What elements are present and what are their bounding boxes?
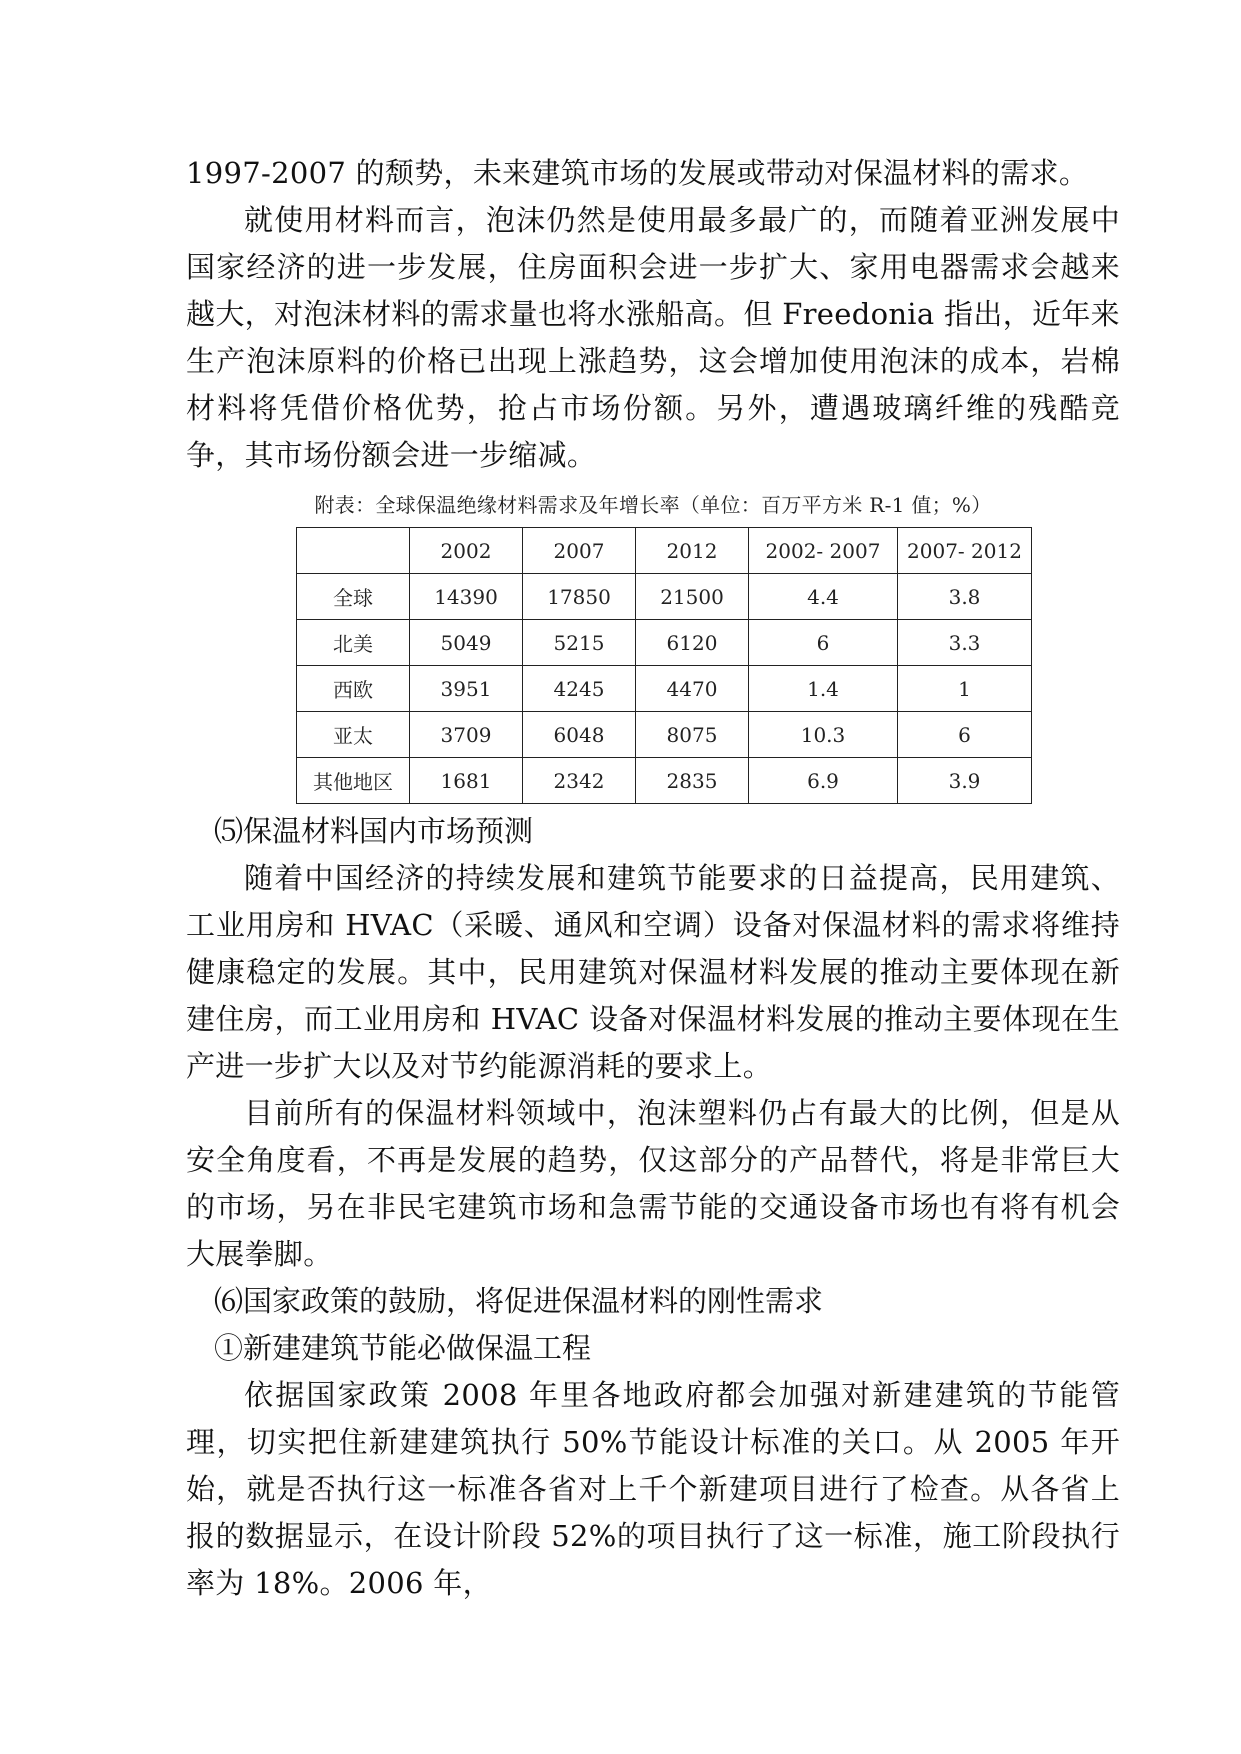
table-header-cell: 2007 [523,528,636,574]
table-header-cell [297,528,410,574]
paragraph-foam-plastics: 目前所有的保温材料领域中，泡沫塑料仍占有最大的比例，但是从安全角度看，不再是发展的趋势，仅这部分的产品替代，将是非常巨大的市场，另在非民宅建筑市场和急需节能的交通设备市场也有将有机会大展拳脚。 [186,1096,1120,1271]
table-cell: 2342 [523,758,636,804]
section-6-subheading: ①新建建筑节能必做保温工程 [214,1331,592,1365]
document-page [186,150,1120,1607]
table-cell: 6 [749,620,898,666]
table-cell: 4.4 [749,574,898,620]
table-cell: 5215 [523,620,636,666]
table-row [297,574,1032,620]
table-cell: 6120 [636,620,749,666]
paragraph-intro-continuation: 1997-2007 的颓势，未来建筑市场的发展或带动对保温材料的需求。 [186,156,1089,190]
table-caption: 附表：全球保温绝缘材料需求及年增长率（单位：百万平方米 R-1 值；%） [314,493,992,517]
insulation-demand-table [296,527,1032,804]
table-cell: 2835 [636,758,749,804]
region-label: 其他地区 [297,758,410,804]
table-cell: 10.3 [749,712,898,758]
table-cell: 4470 [636,666,749,712]
paragraph-national-policy: 依据国家政策 2008 年里各地政府都会加强对新建建筑的节能管理，切实把住新建建筑执行 50%节能设计标准的关口。从 2005 年开始，就是否执行这一标准各省对上千个新建项目进行了检查。从各省上报的数据显示，在设计阶段 52%的项目执行了这一标准，施工阶段执行率为 18%。2006 年， [186,1378,1120,1600]
table-row [297,620,1032,666]
table-header-row [297,528,1032,574]
table-cell: 6.9 [749,758,898,804]
region-label: 亚太 [297,712,410,758]
paragraph-foam-materials: 就使用材料而言，泡沫仍然是使用最多最广的，而随着亚洲发展中国家经济的进一步发展，住房面积会进一步扩大、家用电器需求会越来越大，对泡沫材料的需求量也将水涨船高。但 Freedonia 指出，近年来生产泡沫原料的价格已出现上涨趋势，这会增加使用泡沫的成本，岩棉材料将凭借价格优势，抢占市场份额。另外，遭遇玻璃纤维的残酷竞争，其市场份额会进一步缩减。 [186,203,1120,472]
section-6-heading: ⑹国家政策的鼓励，将促进保温材料的刚性需求 [214,1284,824,1318]
table-header-cell: 2002- 2007 [749,528,898,574]
table-cell: 21500 [636,574,749,620]
table-header-cell: 2007- 2012 [898,528,1032,574]
table-cell: 17850 [523,574,636,620]
table-cell: 3.3 [898,620,1032,666]
region-label: 西欧 [297,666,410,712]
region-label: 全球 [297,574,410,620]
section-5-heading: ⑸保温材料国内市场预测 [214,814,534,848]
region-label: 北美 [297,620,410,666]
table-cell: 3709 [410,712,523,758]
table-cell: 1 [898,666,1032,712]
table-cell: 5049 [410,620,523,666]
paragraph-market-outlook: 随着中国经济的持续发展和建筑节能要求的日益提高，民用建筑、工业用房和 HVAC（采暖、通风和空调）设备对保温材料的需求将维持健康稳定的发展。其中，民用建筑对保温材料发展的推动主要体现在新建住房，而工业用房和 HVAC 设备对保温材料发展的推动主要体现在生产进一步扩大以及对节约能源消耗的要求上。 [186,861,1120,1083]
table-cell: 3.9 [898,758,1032,804]
table-cell: 3951 [410,666,523,712]
table-cell: 1.4 [749,666,898,712]
table-row [297,712,1032,758]
table-cell: 14390 [410,574,523,620]
table-cell: 8075 [636,712,749,758]
table-header-cell: 2012 [636,528,749,574]
table-cell: 6048 [523,712,636,758]
table-header-cell: 2002 [410,528,523,574]
table-cell: 4245 [523,666,636,712]
table-row [297,758,1032,804]
table-cell: 6 [898,712,1032,758]
table-cell: 3.8 [898,574,1032,620]
table-cell: 1681 [410,758,523,804]
table-row [297,666,1032,712]
